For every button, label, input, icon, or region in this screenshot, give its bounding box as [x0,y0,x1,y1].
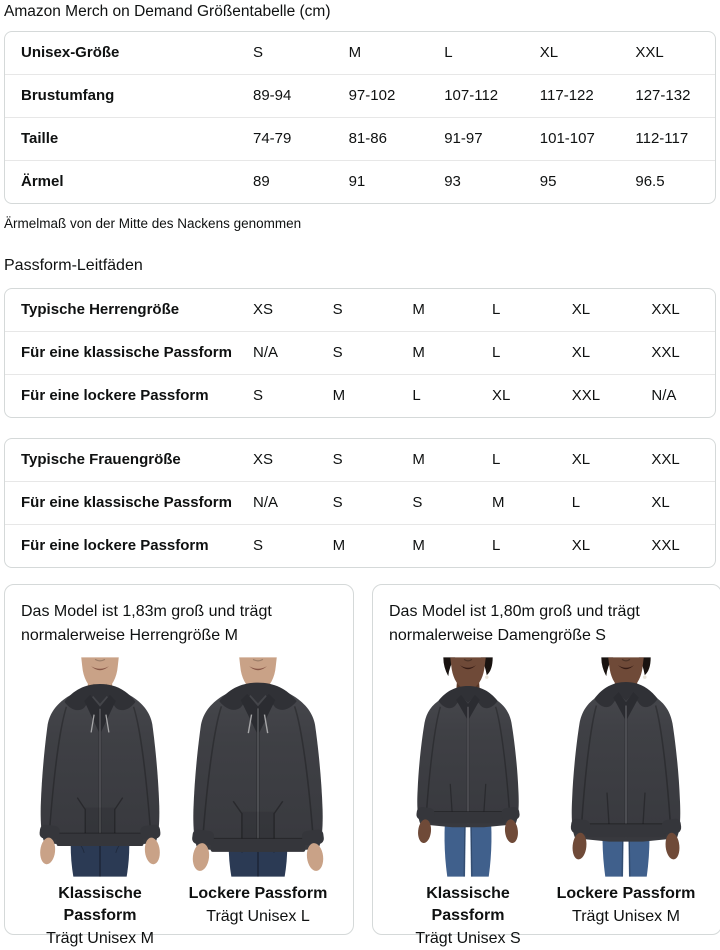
table-row [5,289,715,331]
male-classic-hoodie-illustration [21,656,179,878]
size-value: S [332,451,343,468]
size-value: N/A [651,387,677,404]
size-value: XS [253,301,274,318]
size-value: 74-79 [253,130,292,147]
table-row [5,481,715,524]
size-value: L [492,301,501,318]
size-value: L [492,344,501,361]
photo-row [21,656,337,950]
size-value: 91-97 [444,130,483,147]
table-row [5,374,715,417]
row-label: Für eine lockere Passform [21,387,209,404]
size-value: 127-132 [635,87,691,104]
size-value: XL [651,494,670,511]
sleeve-measure-note: Ärmelmaß von der Mitte des Nackens genommen [4,216,302,231]
size-value: XL [492,387,511,404]
table-row [5,32,715,74]
size-worn-label: Trägt Unisex S [415,930,521,947]
model-cards [4,584,716,947]
unisex-size-table [4,31,716,204]
size-worn-label: Trägt Unisex M [46,930,154,947]
size-value: 91 [348,173,366,190]
fit-guides-heading: Passform-Leitfäden [4,257,143,274]
size-value: XL [539,44,559,61]
row-label: Typische Frauengröße [21,451,181,468]
womens-fit-table [4,438,716,568]
size-value: XL [571,344,591,361]
row-label: Brustumfang [21,87,115,104]
fit-label: Klassische Passform [426,885,510,924]
size-value: S [332,494,343,511]
size-worn-label: Trägt Unisex M [572,908,680,925]
size-value: XL [571,301,591,318]
size-value: M [412,344,425,361]
size-value: S [253,44,264,61]
size-value: S [412,494,423,511]
size-value: S [332,301,343,318]
size-value: L [571,494,581,511]
size-value: S [253,537,264,554]
size-value: XXL [651,537,680,554]
size-value: 96.5 [635,173,665,190]
table-row [5,524,715,567]
photo-caption [21,883,179,950]
size-value: 97-102 [348,87,396,104]
row-label: Für eine klassische Passform [21,494,232,511]
model-photo-classic-female [389,656,547,950]
mens-fit-table [4,288,716,418]
size-value: XXL [635,44,664,61]
fit-label: Lockere Passform [556,885,696,902]
size-value: XL [571,451,591,468]
table-row [5,74,715,117]
fit-label: Lockere Passform [188,885,328,902]
size-value: M [348,44,362,61]
size-value: XXL [651,344,680,361]
fit-label: Klassische Passform [58,885,142,924]
model-description: Das Model ist 1,80m groß und trägt normalerweise Damengröße S [389,603,640,644]
size-value: XXL [571,387,601,404]
size-value: 89-94 [253,87,292,104]
size-value: 101-107 [539,130,595,147]
size-value: 95 [539,173,557,190]
model-description: Das Model ist 1,83m groß und trägt normalerweise Herrengröße M [21,603,272,644]
model-photo-loose-female [547,656,705,950]
size-value: S [253,387,264,404]
size-value: M [412,301,425,318]
row-label: Ärmel [21,173,64,190]
page-title: Amazon Merch on Demand Größentabelle (cm) [4,3,331,20]
size-value: XXL [651,301,680,318]
size-value: M [332,537,346,554]
size-value: L [444,44,453,61]
row-label: Typische Herrengröße [21,301,180,318]
photo-caption [557,883,696,928]
photo-caption [389,883,547,950]
size-value: L [412,387,421,404]
row-label: Unisex-Größe [21,44,120,61]
size-value: M [492,494,505,511]
female-model-card [372,584,720,947]
male-model-card [4,584,354,947]
model-photo-loose-male [179,656,337,950]
size-value: M [412,451,425,468]
size-value: L [492,451,501,468]
model-photo-classic-male [21,656,179,950]
photo-row [389,656,705,950]
male-loose-hoodie-illustration [179,656,337,878]
size-value: N/A [253,494,279,511]
size-value: 107-112 [444,87,499,104]
row-label: Taille [21,130,59,147]
size-value: L [492,537,501,554]
row-label: Für eine klassische Passform [21,344,232,361]
size-value: S [332,344,343,361]
size-value: 93 [444,173,461,190]
table-row [5,160,715,203]
table-row [5,117,715,160]
female-loose-hoodie-illustration [547,656,705,878]
row-label: Für eine lockere Passform [21,537,209,554]
size-value: XL [571,537,591,554]
table-row [5,331,715,374]
size-value: 89 [253,173,270,190]
size-value: 112-117 [635,130,689,147]
size-value: XXL [651,451,680,468]
table-row [5,439,715,481]
photo-caption [189,883,328,928]
size-value: M [332,387,346,404]
size-value: XS [253,451,274,468]
size-worn-label: Trägt Unisex L [206,908,310,925]
size-value: M [412,537,425,554]
size-value: 117-122 [539,87,594,104]
female-classic-hoodie-illustration [389,656,547,878]
size-value: N/A [253,344,279,361]
size-value: 81-86 [348,130,387,147]
